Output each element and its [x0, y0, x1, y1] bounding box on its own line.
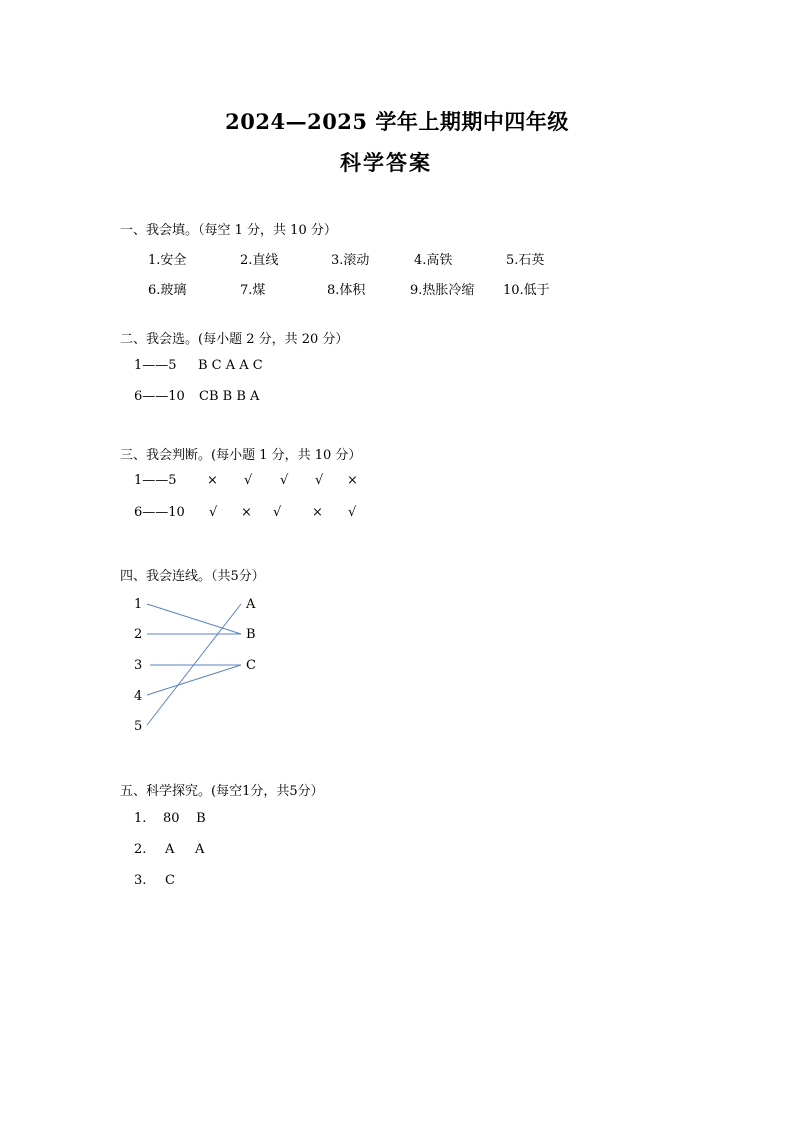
judge-row2-label: 6——10: [134, 505, 185, 520]
fill-answer-6: 6.玻璃: [148, 283, 187, 298]
match-right-c: C: [246, 658, 256, 673]
judge-mark-10: √: [348, 505, 357, 520]
match-left-2: 2: [134, 627, 143, 642]
fill-answer-1: 1.安全: [148, 253, 187, 268]
fill-answer-2: 2.直线: [240, 253, 279, 268]
judge-mark-5: ×: [347, 473, 358, 488]
page-subtitle: 科学答案: [340, 150, 432, 175]
section4-heading: 四、我会连线。（共5分）: [120, 569, 265, 584]
section1-heading: 一、我会填。（每空 1 分，共 10 分）: [120, 223, 337, 238]
fill-answer-9: 9.热胀冷缩: [410, 283, 475, 298]
judge-mark-9: ×: [312, 505, 323, 520]
judge-mark-2: √: [244, 473, 253, 488]
match-right-a: A: [246, 597, 256, 612]
explore-answers-3: C: [165, 873, 175, 888]
judge-mark-1: ×: [207, 473, 218, 488]
match-left-1: 1: [134, 597, 143, 612]
fill-answer-5: 5.石英: [506, 253, 545, 268]
fill-answer-4: 4.高铁: [414, 253, 453, 268]
match-line-1-b: [147, 604, 241, 634]
match-right-b: B: [246, 627, 256, 642]
judge-mark-7: ×: [241, 505, 252, 520]
section3-heading: 三、我会判断。(每小题 1 分，共 10 分）: [120, 448, 362, 463]
choice-row1-answers: B C A A C: [198, 358, 263, 373]
explore-num-3: 3.: [134, 873, 147, 888]
match-left-3: 3: [134, 658, 143, 673]
choice-row1-label: 1——5: [134, 358, 177, 373]
judge-mark-4: √: [315, 473, 324, 488]
fill-answer-7: 7.煤: [240, 283, 266, 298]
choice-row2-label: 6——10: [134, 389, 185, 404]
explore-num-2: 2.: [134, 842, 147, 857]
fill-answer-8: 8.体积: [327, 283, 366, 298]
explore-answers-2: A A: [165, 842, 205, 857]
explore-answers-1: 80 B: [163, 811, 206, 826]
judge-row1-label: 1——5: [134, 473, 177, 488]
explore-num-1: 1.: [134, 811, 147, 826]
judge-mark-6: √: [209, 505, 218, 520]
fill-answer-3: 3.滚动: [331, 253, 370, 268]
section2-heading: 二、我会选。(每小题 2 分，共 20 分）: [120, 332, 349, 347]
match-left-4: 4: [134, 689, 143, 704]
section5-heading: 五、科学探究。(每空1分，共5分）: [120, 784, 324, 799]
page-title: 2024—2025 学年上期期中四年级: [225, 109, 569, 134]
match-line-4-c: [147, 665, 241, 695]
match-left-5: 5: [134, 719, 143, 734]
judge-mark-8: √: [273, 505, 282, 520]
fill-answer-10: 10.低于: [503, 283, 550, 298]
judge-mark-3: √: [280, 473, 289, 488]
choice-row2-answers: CB B B A: [199, 389, 260, 404]
